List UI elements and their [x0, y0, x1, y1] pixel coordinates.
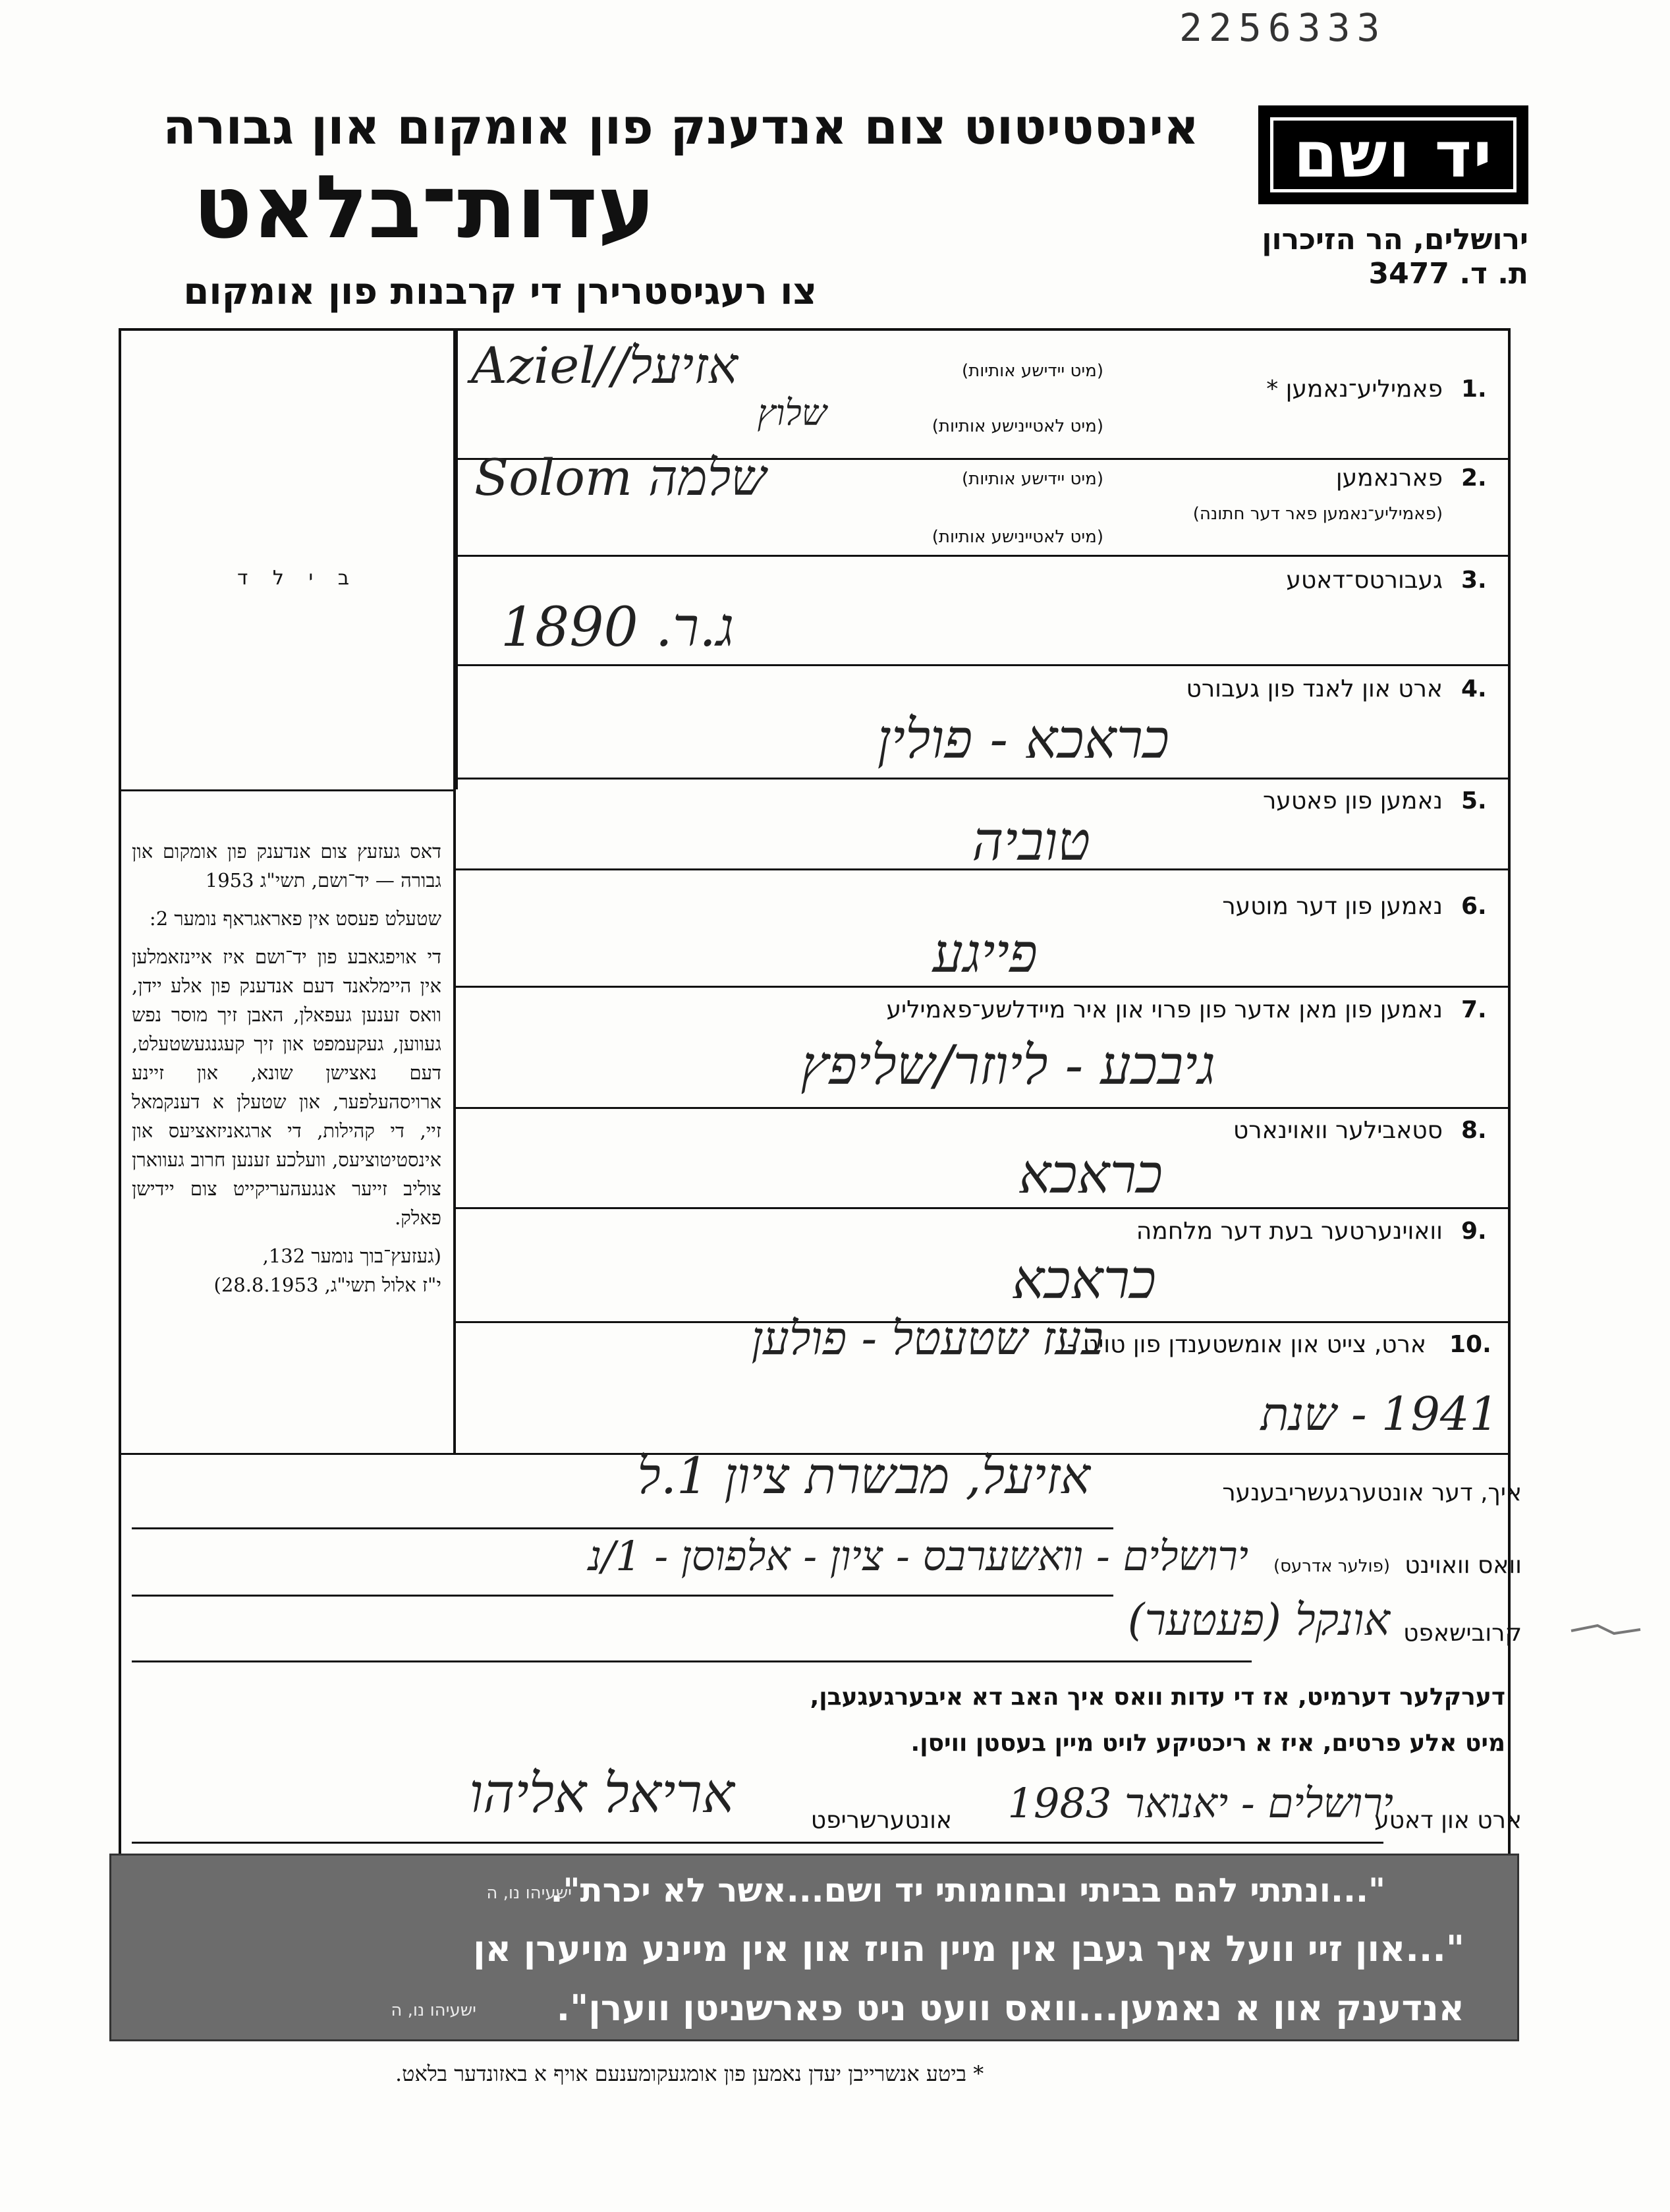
field-divider [456, 1207, 1511, 1209]
footnote: * ביטע אנשרייבן יעדן נאמען פון אומגעקומענעם אויף א באזונדער בלאט. [395, 2061, 984, 2086]
field-10-answer: בעז שטעטל - פולען [751, 1311, 1103, 1365]
law-excerpt [132, 837, 441, 1309]
field-9-number: 9. [1461, 1218, 1487, 1245]
declaration-line-2: מיט אלע פרטים, איז א ריכטיקע לויט מיין בעסטן וויסן. [910, 1730, 1505, 1757]
field-10-answer-date: 1941 - שנת [1260, 1387, 1499, 1441]
field-5-number: 5. [1461, 787, 1487, 814]
yad-vashem-logo [1258, 105, 1528, 204]
field-3-number: 3. [1461, 567, 1487, 594]
field-divider [456, 1107, 1511, 1109]
logo-text: יד ושם [1293, 118, 1493, 192]
quote-reference-1: ישעיהו נו, ה [486, 1883, 572, 1903]
document-number: 2256333 [1179, 5, 1387, 50]
quote-reference-2: ישעיהו נו, ה [391, 2000, 476, 2020]
signature-label: אונטערשריפט [810, 1807, 952, 1834]
field-1-sub-yiddish: (מיט יידישע אותיות) [961, 361, 1103, 381]
law-paragraph-3: די אויפגאבע פון יד־ושם איז איינזאמלען אין היימלאנד דעם אנדענק פון אלע יידן, וואס זענען געפאלן, האבן זיך מוסר נפש געווען, געקעמפט און זיך קעגנגעשטעלט, דעם נאצישן שונא, און זיינע ארויסהעלפער, און שטעלן א דענקמאל זיי, די קהילות, די ארגאניזאציעס און אינסטיטוציעס, וועלכע זענען חרוב געווארן צוליב זייער אנגעהעריקייט צום יידישן פאלק. [132, 946, 441, 1229]
institute-name: אינסטיטוט צום אנדענק פון אומקום און גבורה [163, 99, 1199, 156]
field-divider [456, 986, 1511, 988]
field-2-answer: Solom שלמה [474, 448, 767, 507]
field-6-answer: פייגע [932, 922, 1038, 985]
photo-box [119, 328, 458, 789]
field-2-sub-yiddish: (מיט יידישע אותיות) [961, 469, 1103, 489]
field-1-number: 1. [1461, 376, 1487, 403]
signature-underline [132, 1842, 1383, 1844]
relation-underline [132, 1660, 1252, 1662]
submitter-label: איך, דער אונטערגעשריבענער [1222, 1479, 1522, 1506]
quote-band [109, 1854, 1519, 2041]
field-5-label: נאמען פון פאטער [1262, 787, 1443, 814]
place-date-value: ירושלים - יאנואר 1983 [1007, 1779, 1393, 1827]
field-8-number: 8. [1461, 1117, 1487, 1144]
field-9-label: וואוינערטער בעת דער מלחמה [1136, 1218, 1443, 1245]
field-2-label: פארנאמען [1335, 465, 1443, 492]
law-paragraph-2: שטעלט פעסט אין פאראגראף נומער 2: [149, 907, 441, 930]
field-4-number: 4. [1461, 675, 1487, 702]
field-divider [456, 555, 1511, 557]
address-label: וואס וואוינט [1405, 1552, 1522, 1579]
field-6-number: 6. [1461, 893, 1487, 920]
field-7-label: נאמען פון מאן אדער פון פרוי און איר מיידלשע־פאמיליע [886, 996, 1443, 1023]
field-4-answer: כראכא - פולין [877, 708, 1169, 771]
law-citation-1: (געזעץ־בוך נומער 132, [262, 1245, 441, 1267]
address-underline [132, 1595, 1113, 1597]
address-note: (פולער אדרעס) [1273, 1556, 1390, 1576]
field-2-sub-latin: (מיט לאטיינישע אותיות) [932, 527, 1103, 547]
quote-line-3: אנדענק און א נאמען...וואס וועט ניט פארשניטן ווערן". [556, 1987, 1464, 2029]
form-subtitle: צו רעגיסטרירן די קרבנות פון אומקום [183, 270, 817, 313]
form-title: עדות־בלאט [193, 157, 655, 258]
field-3-label: געבורטס־דאטע [1286, 567, 1443, 594]
field-2-number: 2. [1461, 465, 1487, 492]
field-8-label: סטאבילער וואוינארט [1233, 1117, 1443, 1144]
field-4-label: ארט און לאנד פון געבורט [1186, 675, 1443, 702]
quote-line-1: "...ונתתי להם בביתי ובחומותי יד ושם...אשר לא יכרת". [550, 1871, 1385, 1910]
photo-box-divider [119, 789, 456, 791]
photo-label: ב י ל ד [237, 567, 359, 590]
submitter-underline [132, 1527, 1113, 1529]
address-line-2: ת. ד. 3477 [1368, 257, 1528, 291]
place-date-label: ארט און דאטע [1374, 1807, 1522, 1834]
field-1-answer-latin: שלוץ [757, 392, 827, 434]
smudge-mark-icon [1568, 1618, 1647, 1644]
submitter-value: אזיעל, מבשרת ציון 1.ל [637, 1446, 1090, 1505]
field-10-label: ארט, צייט און אומשטענדן פון טויט - [1067, 1331, 1426, 1358]
field-1-sub-latin: (מיט לאטיינישע אותיות) [932, 416, 1103, 436]
relation-value: אונקל (פעטער) [1127, 1595, 1390, 1645]
field-divider [456, 778, 1511, 780]
field-2-note: (פאמיליע־נאמען פאר דער חתונה) [1192, 504, 1443, 524]
field-8-answer: כראכא [1018, 1143, 1163, 1206]
field-10-number: 10. [1449, 1331, 1491, 1358]
address-line-1: ירושלים, הר הזיכרון [1262, 223, 1528, 256]
law-paragraph-1: דאס געזעץ צום אנדענק פון אומקום און גבורה — יד־ושם, תשי"ג 1953 [132, 840, 441, 892]
signature-value: אריאל אליהו [469, 1763, 735, 1825]
declaration-line-1: דערקלער דערמיט, אז די עדות וואס איך האב דא איבערגעגעבן, [810, 1684, 1505, 1711]
field-5-answer: טוביה [972, 810, 1090, 873]
quote-line-2: "...און זיי וועל איך געבן אין מיין הויז און אין מיינע מויערן אן [473, 1928, 1464, 1970]
field-7-number: 7. [1461, 996, 1487, 1023]
field-6-label: נאמען פון דער מוטער [1222, 893, 1443, 920]
field-3-answer: 1890 .ג.ר [501, 596, 735, 659]
field-9-answer: כראכא [1012, 1249, 1156, 1311]
law-citation-2: י"ז אלול תשי"ג, 28.8.1953) [213, 1274, 441, 1296]
address-value: ירושלים - וואשערבס - ציון - אלפוסן - 1/נ [588, 1532, 1248, 1580]
field-7-answer: גיבכע - ליוזר/שליפץ [800, 1035, 1215, 1097]
field-1-label: פאמיליע־נאמען * [1266, 376, 1443, 403]
relation-label: קרובישאפט [1403, 1620, 1522, 1647]
field-1-answer: Aziel//אזיעל [471, 336, 738, 395]
field-divider [456, 664, 1511, 666]
